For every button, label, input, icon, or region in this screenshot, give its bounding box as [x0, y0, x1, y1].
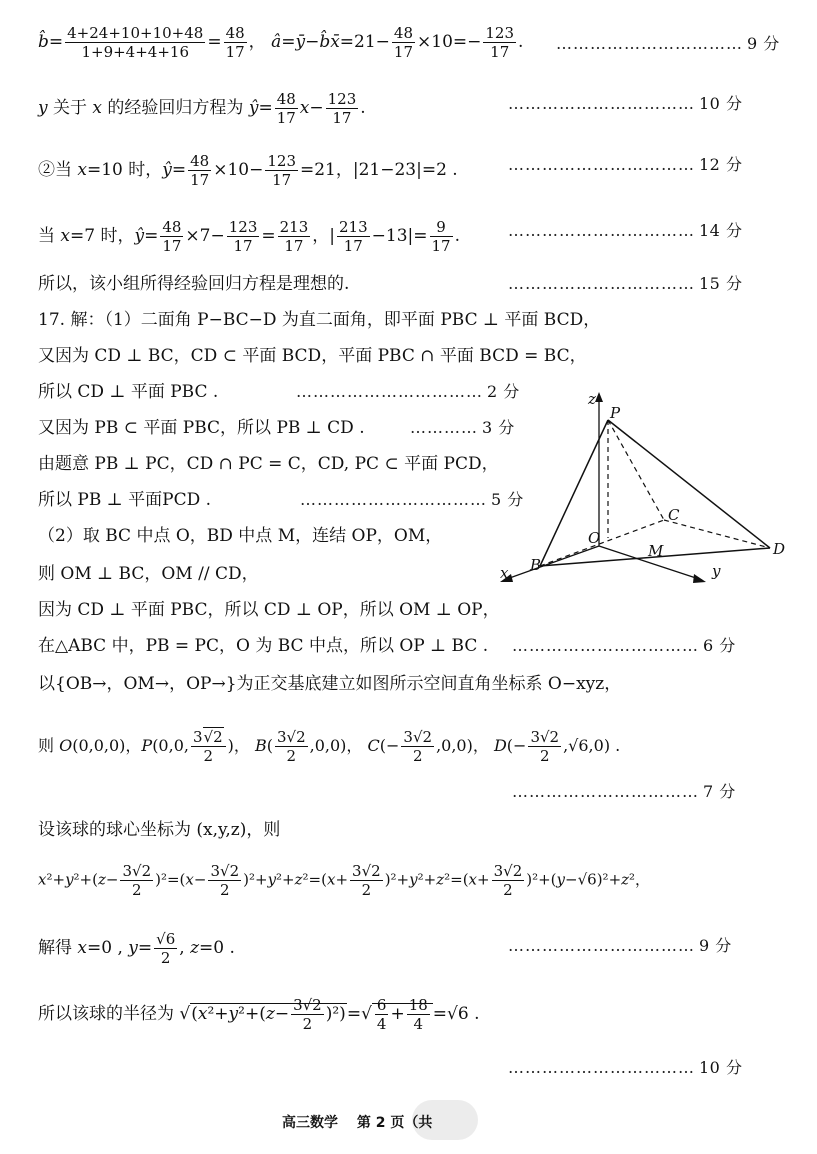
- line-sphere-equations: x²+y²+(z− $\frac{3√2}{2}$ )²=(x− $\frac{3√2}{2}$ )²+y²+z²=(x+ $\frac{3√2}{2}$ )²+y²+z²=(x+ $\frac{3√2}{2}$ )²+(y−√6)²+z²，: [38, 862, 651, 899]
- score-2: …………………………… 2 分: [296, 382, 520, 401]
- line-q17-part2: （2）取 BC 中点 O，BD 中点 M，连结 OP，OM，: [38, 526, 443, 546]
- line-q17-om: 则 OM ⊥ BC，OM // CD，: [38, 564, 259, 584]
- tetrahedron-figure: [490, 388, 800, 598]
- y-axis-arrow: [693, 574, 706, 583]
- label-P: P: [610, 404, 621, 422]
- score-9: …………………………… 9 分: [556, 34, 780, 53]
- line-radius: 所以该球的半径为 √(x²+y²+(z− $\frac{3√2}{2}$ )²)=√ $\frac{6}{4}$ + $\frac{18}{4}$ =√6 .: [38, 996, 480, 1033]
- line-q17-start: 17. 解：（1）二面角 P−BC−D 为直二面角，即平面 PBC ⊥ 平面 BCD，: [38, 310, 601, 330]
- line-q17-basis: 以{OB→，OM→，OP→}为正交基底建立如图所示空间直角坐标系 O−xyz，: [38, 674, 622, 694]
- line-q17-3: 所以 CD ⊥ 平面 PBC .: [38, 382, 219, 402]
- score-3: ………… 3 分: [410, 418, 515, 437]
- score-14: …………………………… 14 分: [508, 221, 743, 240]
- line-q17-op: 因为 CD ⊥ 平面 PBC，所以 CD ⊥ OP，所以 OM ⊥ OP，: [38, 600, 500, 620]
- score-9b: …………………………… 9 分: [508, 936, 732, 955]
- edge-PC: [608, 420, 664, 520]
- score-7: …………………………… 7 分: [512, 782, 736, 801]
- line-x7: 当 x=7 时，ŷ= $\frac{48}{17}$ ×7− $\frac{123}{17}$ = $\frac{213}{17}$ ，| $\frac{213}{17}$ −13|= $\frac{9}{17}$ .: [38, 218, 460, 255]
- line-regression-equation: y 关于 x 的经验回归方程为 ŷ= $\frac{48}{17}$ x− $\frac{123}{17}$ .: [38, 90, 366, 127]
- edge-PD: [608, 420, 770, 548]
- score-6: …………………………… 6 分: [512, 636, 736, 655]
- line-q17-6: 所以 PB ⊥ 平面PCD .: [38, 490, 212, 510]
- score-5: …………………………… 5 分: [300, 490, 524, 509]
- line-q17-coordinates: 则 O(0,0,0)，P(0,0, $\frac{3√2}{2}$ )， B( $\frac{3√2}{2}$ ,0,0)， C(− $\frac{3√2}{2}$ ,0,0)， D(− $\frac{3√2}{2}$ ,√6,0) .: [38, 728, 621, 765]
- line-q17-2: 又因为 CD ⊥ BC，CD ⊂ 平面 BCD，平面 PBC ∩ 平面 BCD = BC，: [38, 346, 587, 366]
- label-z: z: [588, 390, 596, 408]
- label-M: M: [648, 542, 664, 560]
- score-12: …………………………… 12 分: [508, 155, 743, 174]
- edge-CD: [664, 520, 770, 548]
- line-q17-5: 由题意 PB ⊥ PC，CD ∩ PC = C，CD, PC ⊂ 平面 PCD，: [38, 454, 499, 474]
- label-x: x: [500, 564, 509, 582]
- label-C: C: [668, 506, 680, 524]
- line-solve: 解得 x=0 , y= $\frac{√6}{2}$ , z=0 .: [38, 930, 235, 967]
- line-slope-intercept: b̂= $\frac{4+24+10+10+48}{1+9+4+4+16}$ = $\frac{48}{17}$ ， â=ȳ−b̂x̄=21− $\frac{48}{17}$ ×10=− $\frac{123}{17}$ .: [38, 24, 524, 61]
- score-10: …………………………… 10 分: [508, 94, 743, 113]
- line-sphere-center: 设该球的球心坐标为 (x,y,z)，则: [38, 820, 281, 840]
- line-q17-triangle: 在△ABC 中，PB = PC，O 为 BC 中点，所以 OP ⊥ BC .: [38, 636, 489, 656]
- page-footer: 高三数学 第 2 页（共: [282, 1115, 433, 1131]
- line-x10: ②当 x=10 时，ŷ= $\frac{48}{17}$ ×10− $\frac{123}{17}$ =21，|21−23|=2 .: [38, 152, 458, 189]
- label-B: B: [530, 556, 542, 574]
- label-O: O: [588, 529, 601, 547]
- z-axis-arrow: [595, 392, 603, 402]
- label-y: y: [712, 562, 721, 580]
- line-conclusion-16: 所以，该小组所得经验回归方程是理想的.: [38, 274, 350, 294]
- label-D: D: [773, 540, 786, 558]
- score-15: …………………………… 15 分: [508, 274, 743, 293]
- line-q17-4: 又因为 PB ⊂ 平面 PBC，所以 PB ⊥ CD .: [38, 418, 365, 438]
- score-10b: …………………………… 10 分: [508, 1058, 743, 1077]
